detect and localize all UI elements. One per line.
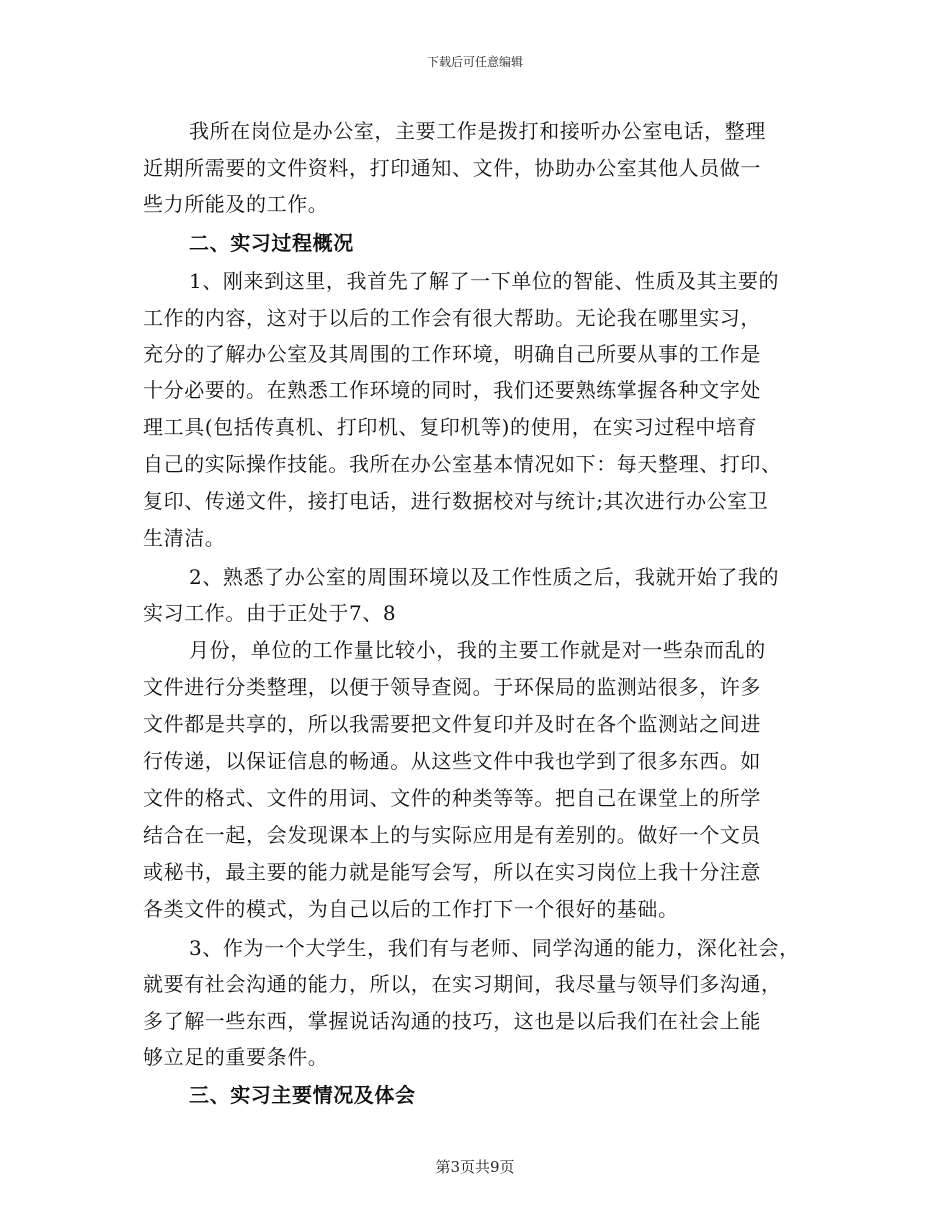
body-line: 文件的格式、文件的用词、文件的种类等等。把自己在课堂上的所学	[143, 786, 761, 810]
body-line: 文件进行分类整理，以便于领导查阅。于环保局的监测站很多，许多	[143, 675, 761, 699]
body-line: 复印、传递文件，接打电话，进行数据校对与统计;其次进行办公室卫	[143, 489, 769, 513]
body-line: 或秘书，最主要的能力就是能写会写，所以在实习岗位上我十分注意	[143, 860, 761, 884]
body-line: 充分的了解办公室及其周围的工作环境，明确自己所要从事的工作是	[143, 342, 761, 366]
body-line: 近期所需要的文件资料，打印通知、文件，协助办公室其他人员做一	[143, 156, 761, 180]
body-line: 够立足的重要条件。	[143, 1045, 329, 1069]
body-line: 十分必要的。在熟悉工作环境的同时，我们还要熟练掌握各种文字处	[143, 378, 761, 402]
section-heading: 三、实习主要情况及体会	[189, 1083, 416, 1107]
body-line: 行传递，以保证信息的畅通。从这些文件中我也学到了很多东西。如	[143, 749, 761, 773]
page-header-note: 下载后可任意编辑	[426, 55, 523, 69]
body-line: 些力所能及的工作。	[143, 192, 329, 216]
body-line: 各类文件的模式，为自己以后的工作打下一个很好的基础。	[143, 897, 679, 921]
body-line: 工作的内容，这对于以后的工作会有很大帮助。无论我在哪里实习，	[143, 306, 761, 330]
page-number-footer: 第3页共9页	[435, 1158, 515, 1176]
body-line: 1、刚来到这里，我首先了解了一下单位的智能、性质及其主要的	[189, 269, 780, 293]
body-line: 2、熟悉了办公室的周围环境以及工作性质之后，我就开始了我的	[189, 565, 780, 589]
body-line: 多了解一些东西，掌握说话沟通的技巧，这也是以后我们在社会上能	[143, 1009, 761, 1033]
body-line: 就要有社会沟通的能力，所以，在实习期间，我尽量与领导们多沟通，	[143, 972, 782, 996]
body-line: 理工具(包括传真机、打印机、复印机等)的使用，在实习过程中培育	[143, 415, 758, 439]
section-heading: 二、实习过程概况	[189, 231, 354, 255]
body-line: 3、作为一个大学生，我们有与老师、同学沟通的能力，深化社会，	[189, 936, 800, 960]
body-line: 生清洁。	[143, 526, 226, 550]
body-line: 我所在岗位是办公室，主要工作是拨打和接听办公室电话，整理	[189, 119, 766, 143]
body-line: 结合在一起，会发现课本上的与实际应用是有差别的。做好一个文员	[143, 823, 761, 847]
body-line: 实习工作。由于正处于7、8	[143, 601, 397, 625]
body-line: 月份，单位的工作量比较小，我的主要工作就是对一些杂而乱的	[189, 638, 766, 662]
body-line: 自己的实际操作技能。我所在办公室基本情况如下：每天整理、打印、	[143, 452, 782, 476]
body-line: 文件都是共享的，所以我需要把文件复印并及时在各个监测站之间进	[143, 712, 761, 736]
